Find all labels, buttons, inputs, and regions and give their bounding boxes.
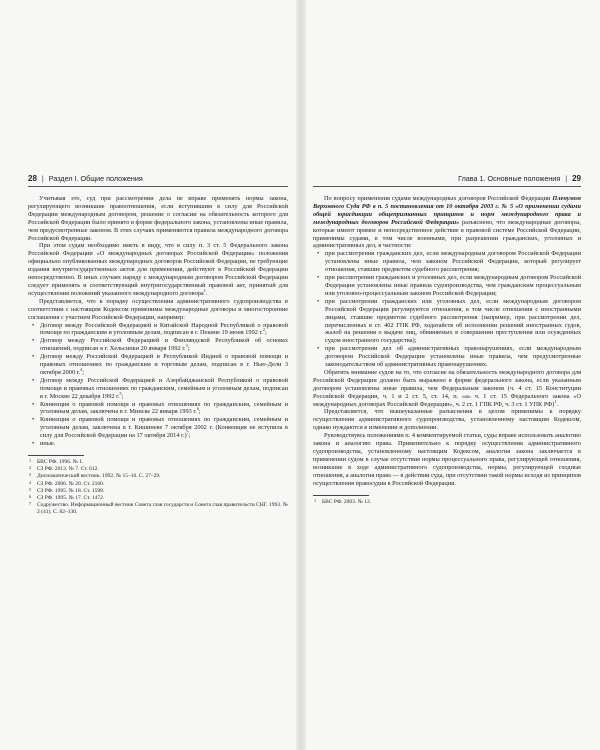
list-item: • Договор между Российской Федерацией и Китайской Народной Республикой о правовой помощи по гражданским и уголовным делам, подписан в г. Пекине 19 июня 1992 г.$^2$; [40, 322, 288, 338]
right-paragraph: Представляется, что вышеуказанные разъяснения в целом применимы к порядку осуществления административного судопроизводства, установленному настоящим Кодексом, однако нуждаются в изменении и дополнении. [313, 408, 581, 432]
list-item: • иные. [40, 440, 288, 448]
footnote: 2 СЗ РФ. 2013. № 7. Ст. 612. [29, 465, 99, 473]
list-item: • при рассмотрении гражданских дел, если международным договором Российской Федерации установлены иные правила, чем законом Российской Федерации, который регулирует отношения, ставшие предметом судебного рассмотрения; [325, 250, 581, 274]
right-paragraph: Обратить внимание судов на то, что согласие на обязательность международного договора для Российской Федерации должно быть выражено в форме федерального закона, если указанным договором установлены иные правила, чем Федеральным законом (ч. 4 ст. 15 Конституции Российской Федерации, ч. 1 и 2 ст. 5, ст. 14, п. «а» ч. 1 ст. 15 Федерального закона «О международных договорах Российской Федерации», ч. 2 ст. 1 ГПК РФ, ч. 3 ст. 1 УПК РФ)$^1$. [313, 368, 581, 408]
right-running-head [313, 174, 581, 187]
list-item: • при рассмотрении гражданских и уголовных дел, если международным договором Российской Федерации установлены иные правила судопроизводства, чем гражданским процессуальным или уголовно-процессуальным законом Российской Федерации; [325, 274, 581, 298]
footnote: 1 БВС РФ. 1996. № 1. [29, 458, 84, 465]
footnote: 4 СЗ РФ. 2006. № 20. Ст. 2160. [29, 479, 105, 487]
footnote-ref: 1 [554, 398, 557, 404]
list-item: • при рассмотрении дел об административных правонарушениях, если международным договором Российской Федерации установлены иные правила, чем предусмотренные законодательством об административных правонарушениях. [325, 345, 581, 369]
footnote-divider [28, 455, 84, 456]
right-page [313, 174, 581, 506]
footnote: 7 Содружество. Информационный вестник Совета глав государств и Совета глав правительств СНГ. 1993. № 2 (41). С. 82–130. [29, 501, 288, 516]
list-item: • Договор между Российской Федерацией и Республикой Индией о правовой помощи и правовых отношениях по гражданским и торговым делам, подписан в г. Нью-Дели 3 октября 2000 г.$^4$; [40, 353, 288, 377]
list-item: • при рассмотрении гражданских или уголовных дел, если международным договором Российской Федерации регулируются отношения, в том числе отношения с иностранными лицами, ставшие предметом судебного рассмотрения (например, при рассмотрении дел, перечисленных в ст. 402 ГПК РФ, ходатайств об исполнении решений иностранных судов, жалоб на решения о выдаче лиц, обвиняемых в совершении преступления или осужденных судом иностранного государства); [325, 298, 581, 345]
right-body-text [313, 195, 581, 506]
list-item: • Конвенция о правовой помощи и правовых отношениях по гражданским, семейным и уголовным делам, заключена в г. Минске 22 января 1993 г.$^6$; [40, 401, 288, 417]
list-item: • Конвенция о правовой помощи и правовых отношениях по гражданским, семейным и уголовным делам, заключена в г. Кишиневе 7 октября 2002 г. (Конвенция не вступила в силу для Российской Федерации на 17 октября 2014 г.)$^7$; [40, 416, 288, 440]
left-paragraph: Учитывая это, суд при рассмотрении дела не вправе применять нормы закона, регулирующего возникшие правоотношения, если вступившим в силу для Российской Федерации международным договором, решение о согласии на обязательность которого для Российской Федерации было принято в форме федерального закона, установлены иные правила, чем предусмотренные законом. В этих случаях применяются правила международного договора Российской Федерации. [28, 195, 288, 242]
footnote: 3 Дипломатический вестник. 1992. № 15–16. С. 27–29. [29, 472, 161, 480]
footnote: 6 СЗ РФ. 1995. № 17. Ст. 1472. [29, 494, 105, 502]
court-resolution-reference: Пленумом Верховного Суда РФ в п. 5 постановления от 10 октября 2003 г. № 5 «О применении судами общей юрисдикции общепризнанных принципов и норм международного права и международных договоров Российской Федерации» [313, 195, 581, 226]
book-gutter [296, 0, 306, 750]
footnote: 1 БВС РФ. 2003. № 12. [314, 497, 372, 505]
footnote-divider [313, 495, 369, 496]
list-item: • Договор между Российской Федерацией и Азербайджанской Республикой о правовой помощи и правовых отношениях по гражданским, семейным и уголовным делам, подписан в г. Москве 22 декабря 1992 г.$^5$; [40, 377, 288, 401]
right-page-number: 29 [572, 174, 581, 183]
left-body-text [28, 195, 288, 517]
left-paragraph: При этом судам необходимо иметь в виду, что в силу п. 3 ст. 5 Федерального закона Российской Федерации «О международных договорах Российской Федерации» положения официально опубликованных международных договоров Российской Федерации, не требующие издания внутригосударственных актов для применения, действуют в Российской Федерации непосредственно. В иных случаях наряду с международным договором Российской Федерации следует применять и соответствующий внутригосударственный правовой акт, принятый для осуществления положений указанного международного договора$^1$. [28, 242, 288, 297]
treaty-list [28, 322, 288, 449]
right-paragraph: По вопросу применения судами международных договоров Российской Федерации Пленумом Верховного Суда РФ в п. 5 постановления от 10 октября 2003 г. № 5 «О применении судами общей юрисдикции общепризнанных принципов и норм международного права и международных договоров Российской Федерации» разъяснено, что международные договоры, которые имеют прямое и непосредственное действие в правовой системе Российской Федерации, применимы судами, в том числе военными, при разрешении гражданских, уголовных и административных дел, в частности: [313, 195, 581, 250]
left-page [28, 174, 288, 517]
right-running-head-title: Глава 1. Основные положения [458, 174, 561, 183]
running-head-separator: | [565, 174, 568, 183]
left-running-head-title: Раздел I. Общие положения [48, 174, 143, 183]
list-item: • Договор между Российской Федерацией и Финляндской Республикой об основах отношений, подписан в г. Хельсинки 20 января 1992 г.$^3$; [40, 337, 288, 353]
running-head-separator: | [41, 174, 44, 183]
footnote: 5 СЗ РФ. 1995. № 18. Ст. 1598. [29, 486, 105, 494]
footnote-ref: 1 [203, 287, 206, 293]
left-paragraph: Представляется, что к порядку осуществления административного судопроизводства в соответствии с настоящим Кодексом применимы международные договоры и многосторонние соглашения с участием Российской Федерации, например: [28, 297, 288, 321]
left-page-number: 28 [28, 174, 37, 183]
left-running-head [28, 174, 288, 187]
right-paragraph: Руководствуясь положениями п. 4 комментируемой статьи, суды вправе использовать аналогию закона и аналогию права. Применительно к порядку осуществления административного судопроизводства, установленному настоящим Кодексом, аналогия закона заключается в применении судом в случае отсутствия нормы процессуального права, регулирующей отношения, возникшие в ходе административного судопроизводства, нормы, регулирующей сходные отношения, а аналогия права — в действии суда, при отсутствии такой нормы исходя из принципов осуществления правосудия в Российской Федерации. [313, 432, 581, 487]
case-list [313, 250, 581, 369]
